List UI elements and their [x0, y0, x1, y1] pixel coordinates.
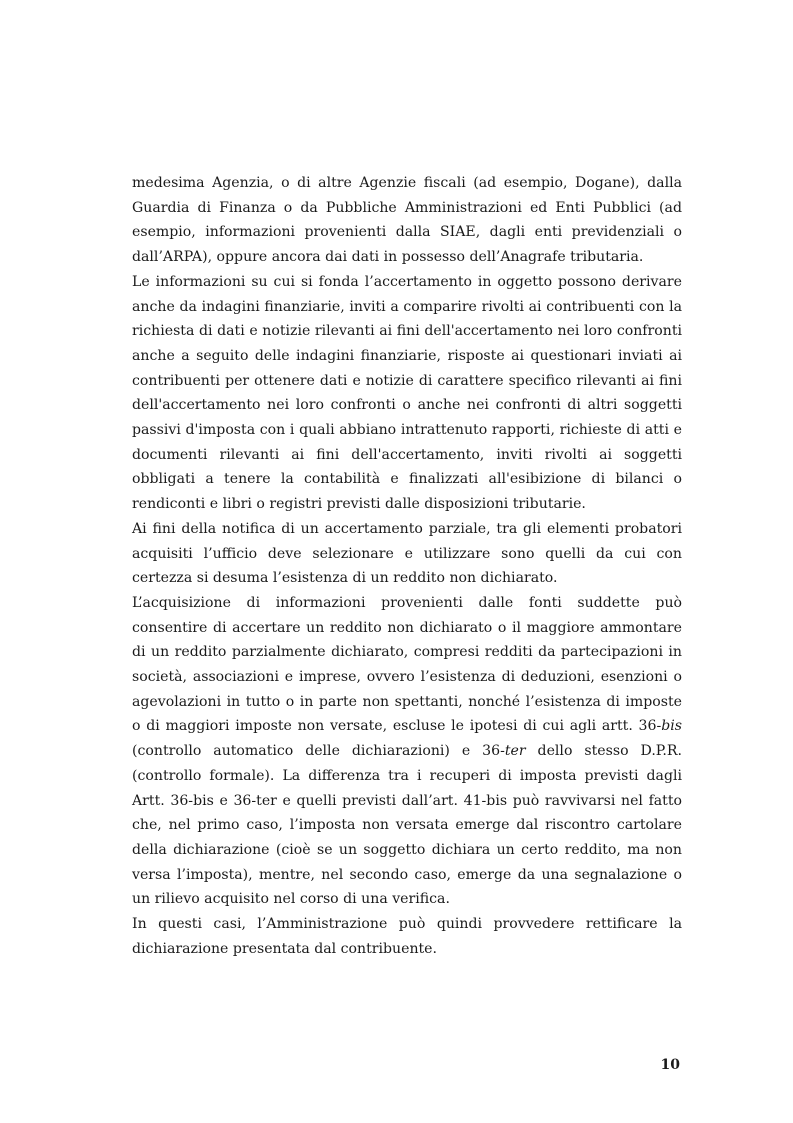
- page-number: 10: [660, 1057, 680, 1073]
- paragraph-acquisition-part-1: L’acquisizione di informazioni provenienti dalle fonti suddette può consentire di accertare un reddito non dichiarato o il maggiore ammontare di un reddito parzialmente dichiarato, compresi redditi da partecipazioni in società, associazioni e imprese, ovvero l’esistenza di deduzioni, esenzioni o agevolazioni in tutto o in parte non spettanti, nonché l’esistenza di imposte o di maggiori imposte non versate, escluse le ipotesi di cui agli artt. 36-: [132, 594, 682, 735]
- paragraph-information: Le informazioni su cui si fonda l’accertamento in oggetto possono derivare anche da indagini finanziarie, inviti a comparire rivolti ai contribuenti con la richiesta di dati e notizie rilevanti ai fini dell'accertamento nei loro confronti anche a seguito delle indagini finanziarie, risposte ai questionari inviati ai contribuenti per ottenere dati e notizie di carattere specifico rilevanti ai fini dell'accertamento nei loro confronti o anche nei confronti di altri soggetti passivi d'imposta con i quali abbiano intrattenuto rapporti, richieste di atti e documenti rilevanti ai fini dell'accertamento, inviti rivolti ai soggetti obbligati a tenere la contabilità e finalizzati all'esibizione di bilanci o rendiconti e libri o registri previsti dalle disposizioni tributarie.: [132, 273, 682, 513]
- paragraph-partial-assessment: Ai fini della notifica di un accertamento parziale, tra gli elementi probatori acquisiti l’ufficio deve selezionare e utilizzare sono quelli da cui con certezza si desuma l’esistenza di un reddito non dichiarato.: [132, 520, 682, 587]
- body-text: [132, 171, 682, 962]
- italic-ter: ter: [504, 743, 526, 760]
- paragraph-acquisition-part-2: (controllo automatico delle dichiarazioni) e 36-: [132, 743, 505, 760]
- paragraph-conclusion: In questi casi, l’Amministrazione può quindi provvedere rettificare la dichiarazione presentata dal contribuente.: [132, 916, 682, 957]
- paragraph-acquisition: [132, 591, 682, 912]
- paragraph-acquisition-part-3: dello stesso D.P.R. (controllo formale). La differenza tra i recuperi di imposta previsti dagli Artt. 36-bis e 36-ter e quelli previsti dall’art. 41-bis può ravvivarsi nel fatto che, nel primo caso, l’imposta non versata emerge dal riscontro cartolare della dichiarazione (cioè se un soggetto dichiara un certo reddito, ma non versa l’imposta), mentre, nel secondo caso, emerge da una segnalazione o un rilievo acquisito nel corso di una verifica.: [132, 743, 682, 908]
- paragraph-sources: medesima Agenzia, o di altre Agenzie fiscali (ad esempio, Dogane), dalla Guardia di Finanza o da Pubbliche Amministrazioni ed Enti Pubblici (ad esempio, informazioni provenienti dalla SIAE, dagli enti previdenziali o dall’ARPA), oppure ancora dai dati in possesso dell’Anagrafe tributaria.: [132, 175, 682, 266]
- italic-bis: bis: [661, 718, 682, 735]
